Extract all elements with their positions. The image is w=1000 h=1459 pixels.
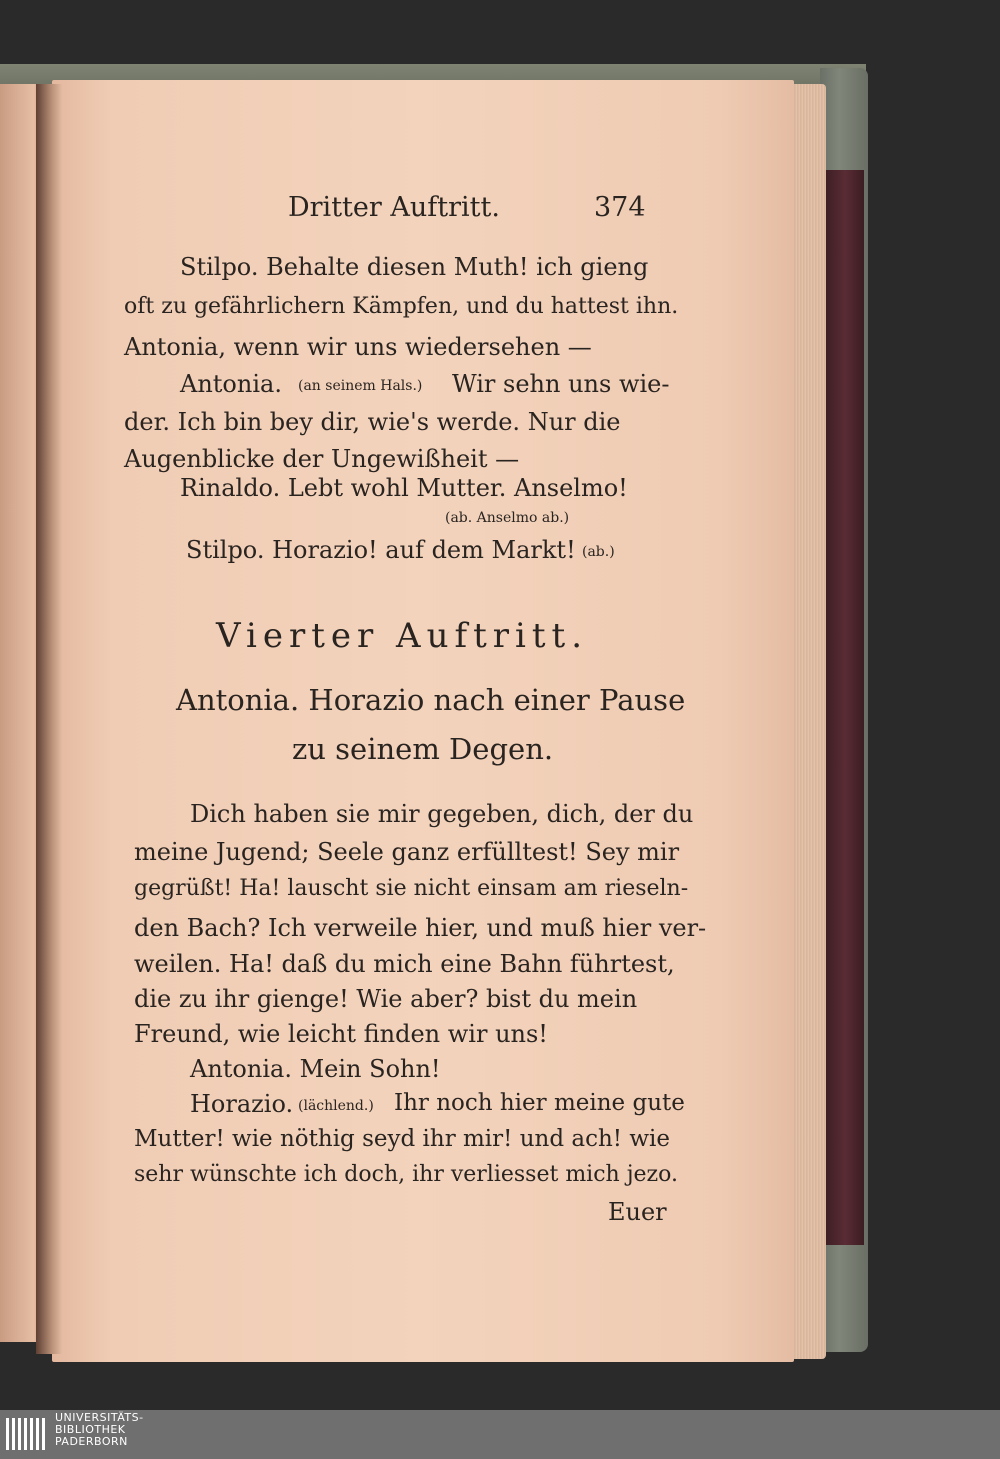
text-line: oft zu gefährlichern Kämpfen, und du hattest ihn. <box>124 294 679 319</box>
scene-subtitle: zu seinem Degen. <box>292 732 554 766</box>
stage-direction: (ab.) <box>582 544 615 560</box>
catchword: Euer <box>608 1198 667 1226</box>
text-line: Augenblicke der Ungewißheit — <box>124 445 520 473</box>
text-line: den Bach? Ich verweile hier, und muß hier ver- <box>134 914 707 942</box>
text-line: sehr wünschte ich doch, ihr verliesset mich jezo. <box>134 1162 678 1187</box>
text-line: die zu ihr gienge! Wie aber? bist du mein <box>134 985 638 1013</box>
page-number: 374 <box>594 192 646 223</box>
running-head: Dritter Auftritt. <box>288 192 500 223</box>
text-line: Stilpo. Horazio! auf dem Markt! <box>186 536 576 564</box>
text-line: gegrüßt! Ha! lauscht sie nicht einsam am rieseln- <box>134 876 689 901</box>
text-line: meine Jugend; Seele ganz erfülltest! Sey mir <box>134 838 680 866</box>
text-line: Wir sehn uns wie- <box>452 370 670 398</box>
scene-subtitle: Antonia. Horazio nach einer Pause <box>176 683 686 717</box>
text-line: Mutter! wie nöthig seyd ihr mir! und ach! wie <box>134 1126 670 1152</box>
speaker-horazio: Horazio. <box>190 1090 294 1118</box>
text-line: Freund, wie leicht finden wir uns! <box>134 1020 548 1048</box>
text-line: der. Ich bin bey dir, wie's werde. Nur die <box>124 408 621 436</box>
library-logo-icon <box>6 1414 48 1454</box>
text-line: Antonia, wenn wir uns wiedersehen — <box>124 333 592 361</box>
speaker-antonia: Antonia. <box>180 370 282 398</box>
text-line: weilen. Ha! daß du mich eine Bahn führtest, <box>134 950 675 978</box>
logo-line: PADERBORN <box>55 1435 128 1448</box>
text-line: Dich haben sie mir gegeben, dich, der du <box>190 800 694 828</box>
library-logo-text <box>55 1412 144 1448</box>
text-line: Rinaldo. Lebt wohl Mutter. Anselmo! <box>180 474 628 502</box>
text-line: Ihr noch hier meine gute <box>394 1090 685 1116</box>
stage-direction: (ab. Anselmo ab.) <box>445 510 570 526</box>
scene-title: Vierter Auftritt. <box>216 616 589 656</box>
footer-bar <box>0 1410 1000 1459</box>
book-gutter <box>36 84 62 1354</box>
stage-direction: (an seinem Hals.) <box>298 378 423 394</box>
stage-direction: (lächlend.) <box>298 1098 374 1114</box>
logo-line: UNIVERSITÄTS- <box>55 1411 144 1424</box>
book-spine-leather <box>826 170 864 1245</box>
text-line: Antonia. Mein Sohn! <box>190 1055 441 1083</box>
logo-line: BIBLIOTHEK <box>55 1423 126 1436</box>
text-line: Stilpo. Behalte diesen Muth! ich gieng <box>180 253 649 281</box>
